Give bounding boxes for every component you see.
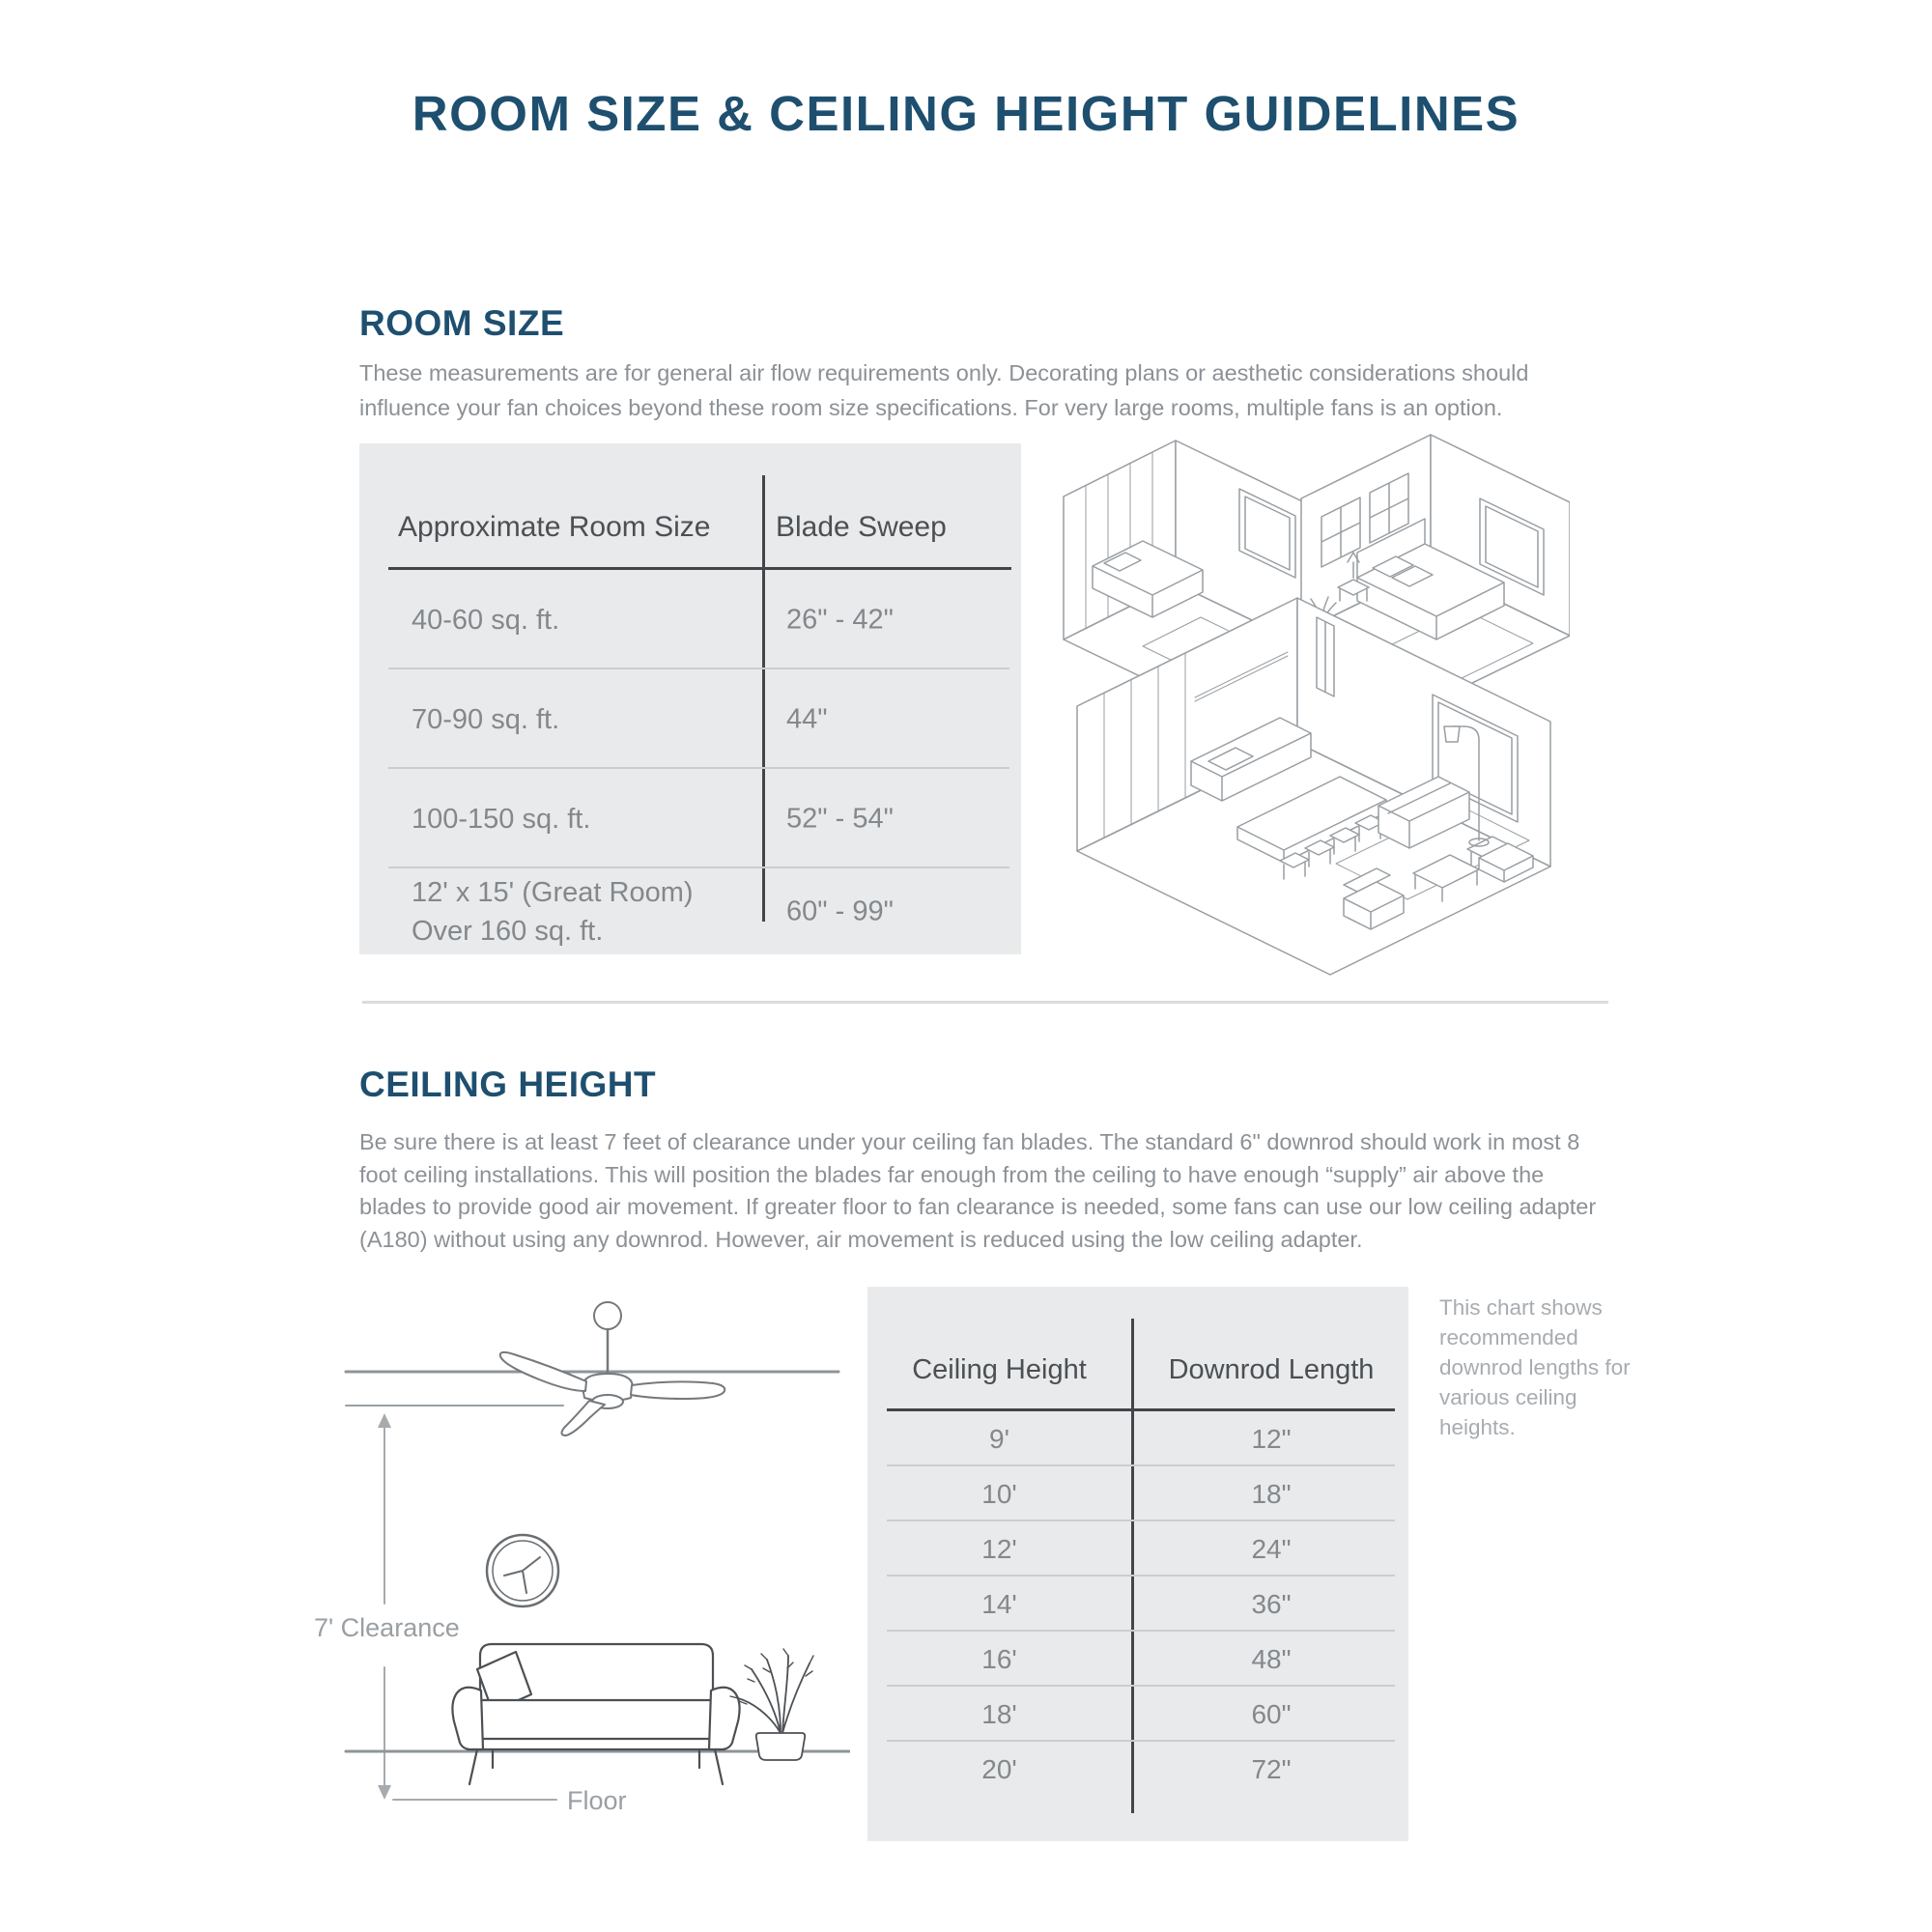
column-header-room-size: Approximate Room Size <box>398 511 711 543</box>
downrod-length-cell: 60" <box>1251 1698 1292 1729</box>
clearance-label: 7' Clearance <box>314 1613 460 1642</box>
ceiling-height-heading: CEILING HEIGHT <box>359 1065 657 1104</box>
clearance-arrow <box>378 1413 391 1800</box>
room-size-heading: ROOM SIZE <box>359 303 565 343</box>
clearance-diagram <box>270 1285 850 1845</box>
table-row <box>359 570 1021 669</box>
room-living-room-illustration <box>1077 598 1550 975</box>
blade-sweep-cell: 26" - 42" <box>786 604 894 635</box>
room-size-cell-line: 12' x 15' (Great Room) <box>412 876 694 908</box>
column-header-downrod-length: Downrod Length <box>1168 1354 1375 1385</box>
blade-sweep-cell: 52" - 54" <box>786 803 894 834</box>
table-row <box>867 1742 1408 1797</box>
room-size-cell: 40-60 sq. ft. <box>412 604 560 636</box>
page-title: ROOM SIZE & CEILING HEIGHT GUIDELINES <box>412 86 1520 141</box>
ceiling-height-cell: 14' <box>981 1588 1017 1619</box>
plant-icon <box>730 1649 813 1760</box>
table-row <box>867 1411 1408 1466</box>
ceiling-fan-icon <box>500 1302 724 1435</box>
room-size-cell: 70-90 sq. ft. <box>412 703 560 735</box>
room-size-cell: 100-150 sq. ft. <box>412 803 591 835</box>
column-header-ceiling-height: Ceiling Height <box>912 1354 1087 1385</box>
ceiling-height-cell: 18' <box>981 1698 1017 1729</box>
downrod-length-cell: 24" <box>1251 1533 1292 1564</box>
blade-sweep-cell: 60" - 99" <box>786 895 894 926</box>
ceiling-height-cell: 9' <box>989 1423 1009 1454</box>
ceiling-height-cell: 16' <box>981 1643 1017 1674</box>
room-size-table <box>359 443 1021 954</box>
ceiling-height-cell: 12' <box>981 1533 1017 1564</box>
room-size-cell <box>412 873 694 951</box>
room-size-description: These measurements are for general air flow requirements only. Decorating plans or aesthetic considerations should influence your fan choices beyond these room size specifications. For very large rooms, multiple fans is an option. <box>359 360 1529 420</box>
downrod-length-cell: 18" <box>1251 1478 1292 1509</box>
blade-sweep-cell: 44" <box>786 703 828 734</box>
section-divider <box>362 1001 1608 1004</box>
ceiling-height-description: Be sure there is at least 7 feet of clearance under your ceiling fan blades. The standard 6" downrod should work in most 8 foot ceiling installations. This will position the blades far enough from the ceiling to have enough “supply” air above the blades to provide good air movement. If greater floor to fan clearance is needed, some fans can use our low ceiling adapter (A180) without using any downrod. However, air movement is reduced using the low ceiling adapter. <box>359 1129 1597 1252</box>
column-header-blade-sweep: Blade Sweep <box>776 511 947 543</box>
table-row <box>359 669 1021 769</box>
isometric-rooms-illustration <box>1048 421 1570 977</box>
ceiling-height-table <box>867 1287 1408 1841</box>
floor-label: Floor <box>567 1786 627 1815</box>
downrod-length-cell: 72" <box>1251 1753 1292 1784</box>
downrod-length-cell: 36" <box>1251 1588 1292 1619</box>
table-row <box>359 769 1021 868</box>
wall-clock-icon <box>487 1535 558 1606</box>
sofa-icon <box>452 1644 739 1784</box>
table-row <box>867 1521 1408 1577</box>
table-row <box>867 1687 1408 1742</box>
ceiling-height-cell: 10' <box>981 1478 1017 1509</box>
table-row <box>867 1632 1408 1687</box>
table-row <box>359 868 1021 954</box>
room-size-cell-line: Over 160 sq. ft. <box>412 915 604 947</box>
downrod-length-cell: 48" <box>1251 1643 1292 1674</box>
table-row <box>867 1466 1408 1521</box>
downrod-note: This chart shows recommended downrod lengths for various ceiling heights. <box>1439 1295 1631 1439</box>
downrod-length-cell: 12" <box>1251 1423 1292 1454</box>
ceiling-height-cell: 20' <box>981 1753 1017 1784</box>
table-row <box>867 1577 1408 1632</box>
